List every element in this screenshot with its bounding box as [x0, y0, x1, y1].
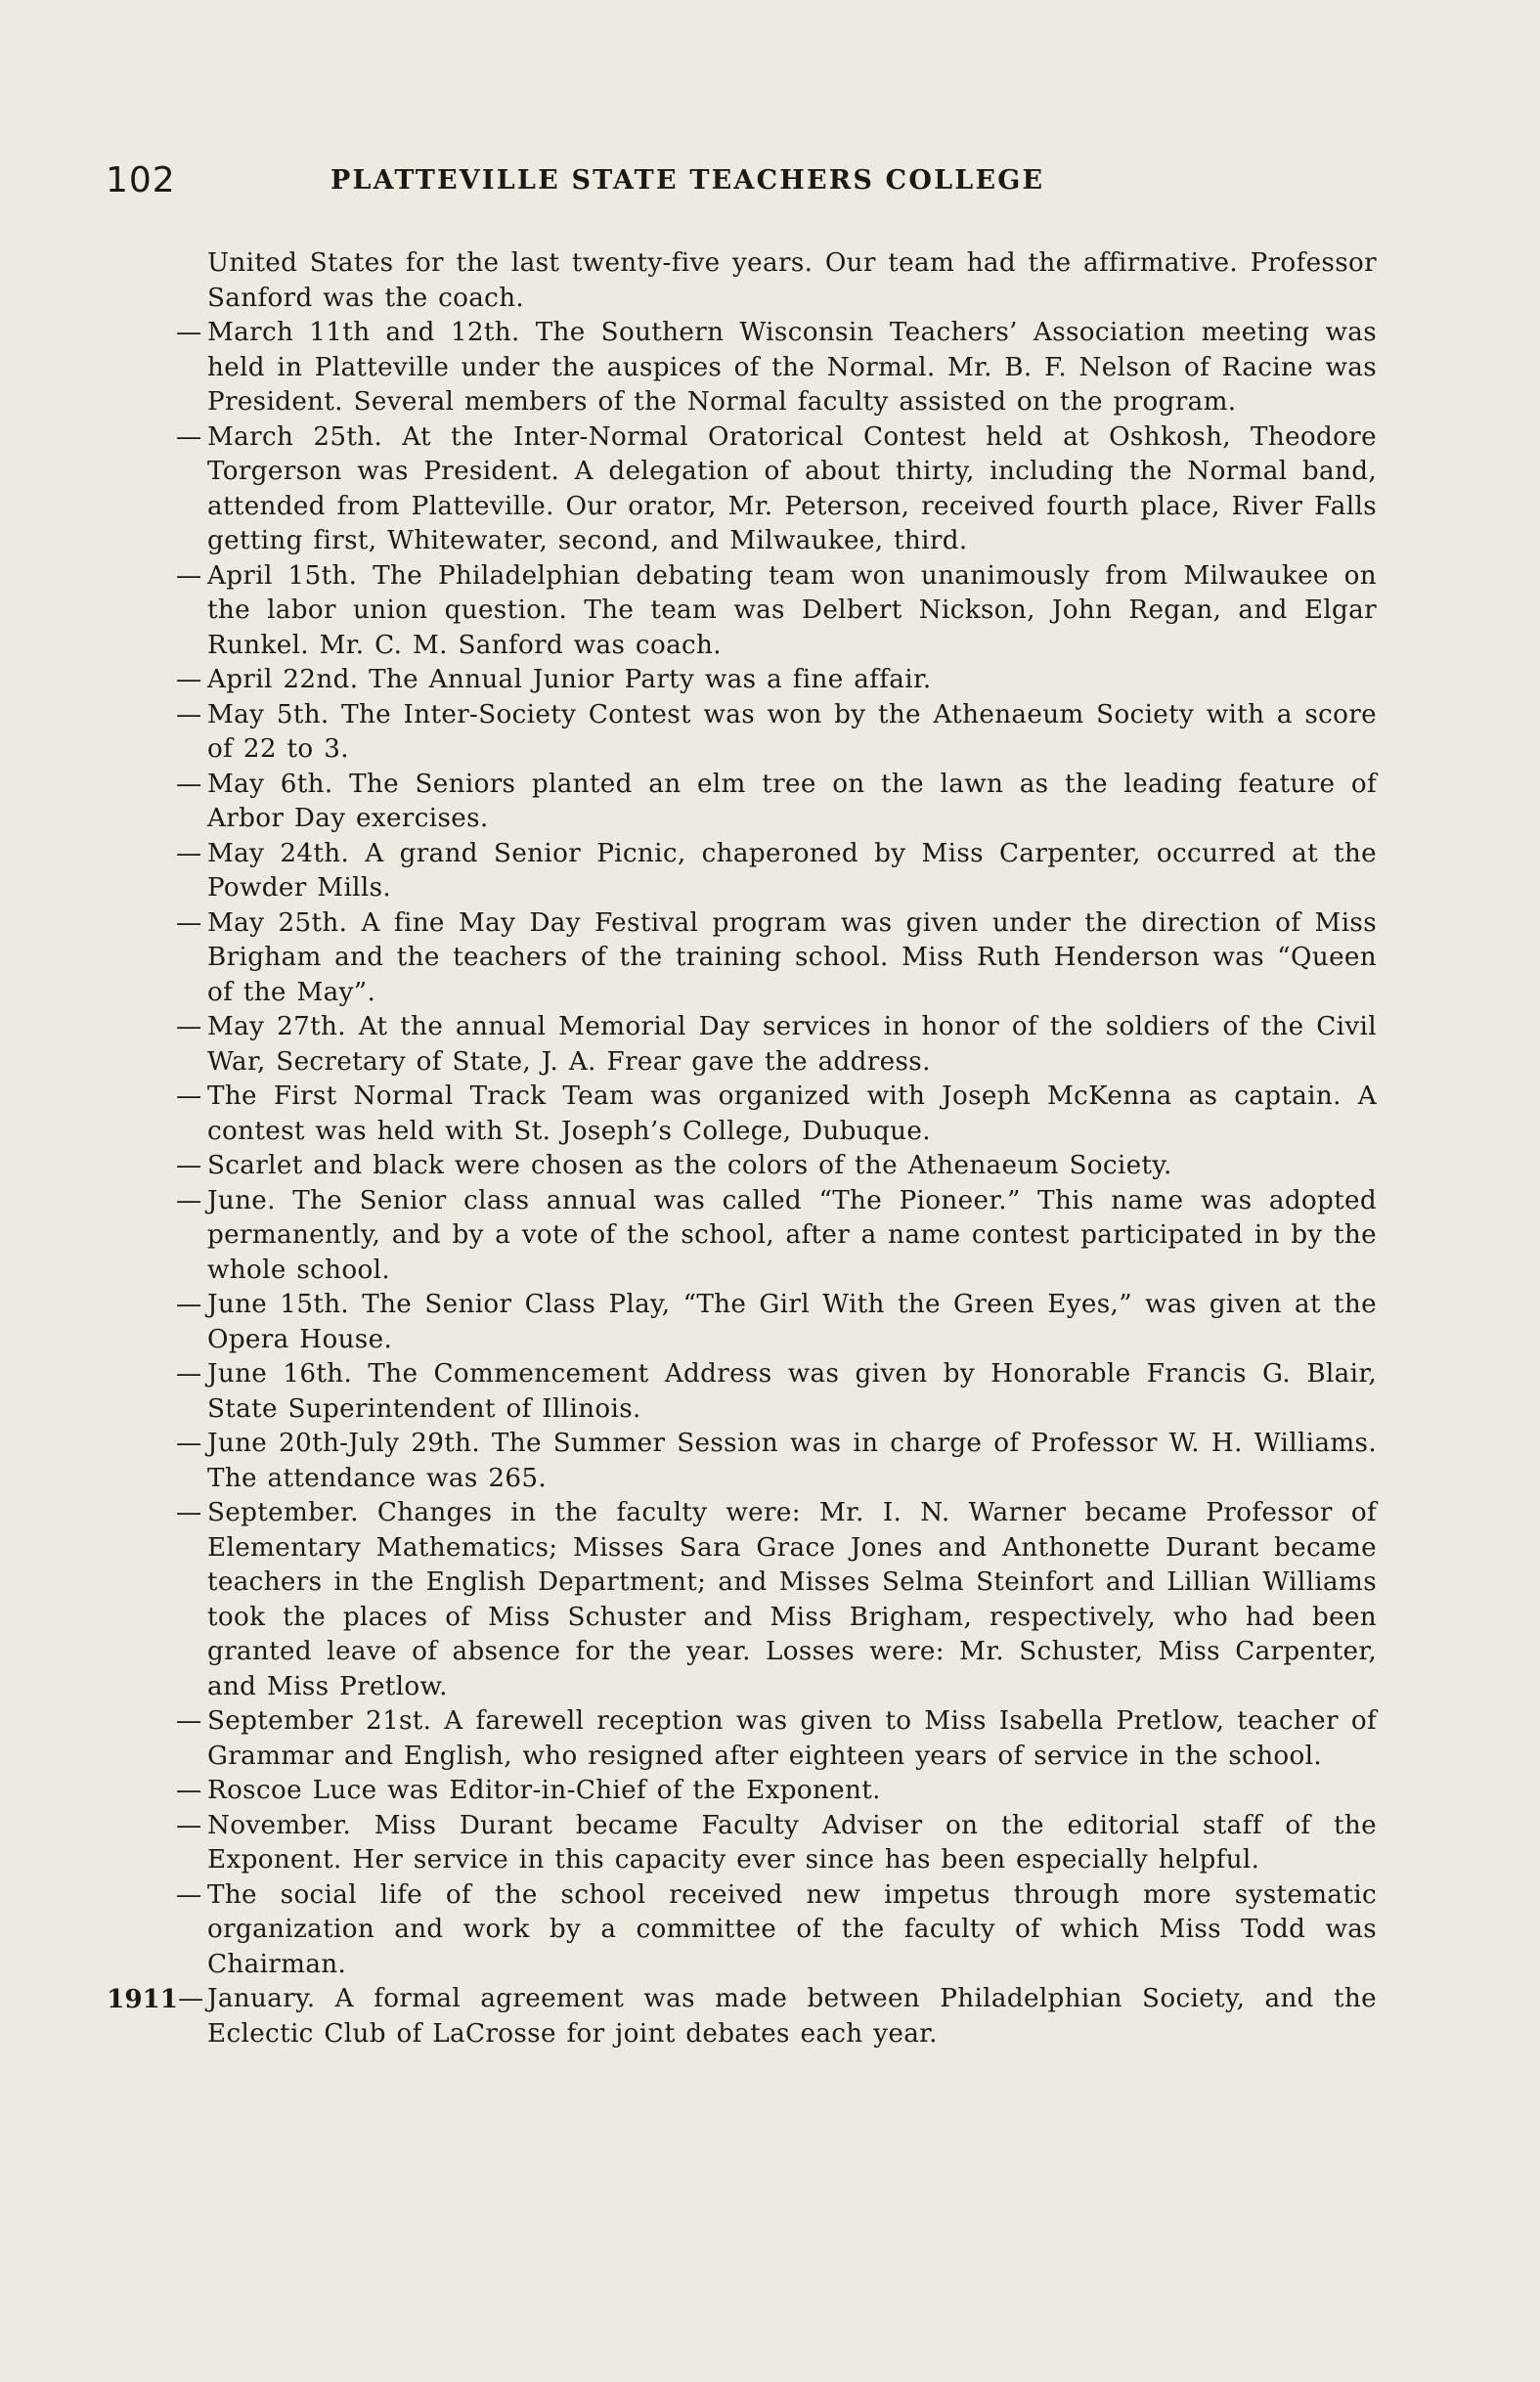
entry-text: November. Miss Durant became Faculty Adviser on the editorial staff of the Exponent. Her service in this capacity ever since has been especially helpful.	[207, 1810, 1377, 1875]
entry-text: June. The Senior class annual was called “The Pioneer.” This name was adopted permanently, and by a vote of the school, after a name contest participated in by the whole school.	[207, 1185, 1377, 1285]
running-head: PLATTEVILLE STATE TEACHERS COLLEGE	[330, 165, 1045, 196]
chronology-entry	[106, 837, 1377, 906]
entry-text: March 11th and 12th. The Southern Wisconsin Teachers’ Association meeting was held in Platteville under the auspices of the Normal. Mr. B. F. Nelson of Racine was President. Several members of the Normal faculty assisted on the program.	[207, 318, 1377, 417]
year-label: 1911	[107, 1984, 178, 2014]
chronology-entry	[106, 1809, 1377, 1878]
entry-text: March 25th. At the Inter-Normal Oratorical Contest held at Oshkosh, Theodore Torgerson was President. A delegation of about thirty, including the Normal band, attended from Platteville. Our orator, Mr. Peterson, received fourth place, River Falls getting first, Whitewater, second, and Milwaukee, third.	[207, 421, 1377, 555]
chronology-text	[106, 246, 1377, 2051]
entry-text: June 16th. The Commencement Address was given by Honorable Francis G. Blair, State Superintendent of Illinois.	[207, 1359, 1377, 1424]
entry-text: Roscoe Luce was Editor-in-Chief of the Exponent.	[207, 1776, 881, 1805]
entry-dash: —	[176, 1359, 202, 1389]
chronology-entry	[106, 1496, 1377, 1704]
entry-text: May 24th. A grand Senior Picnic, chaperoned by Miss Carpenter, occurred at the Powder Mills.	[207, 838, 1377, 903]
chronology-entry	[106, 663, 1377, 698]
entry-dash: —	[176, 1706, 202, 1736]
chronology-entry	[106, 1184, 1377, 1289]
entry-text: June 15th. The Senior Class Play, “The Girl With the Green Eyes,” was given at the Opera House.	[207, 1290, 1377, 1354]
chronology-entry	[106, 1427, 1377, 1496]
entry-text: June 20th-July 29th. The Summer Session was in charge of Professor W. H. Williams. The attendance was 265.	[207, 1429, 1377, 1493]
entry-text: September. Changes in the faculty were: Mr. I. N. Warner became Professor of Elementary Mathematics; Misses Sara Grace Jones and Anthonette Durant became teachers in the English Department; and Misses Selma Steinfort and Lillian Williams took the places of Miss Schuster and Miss Brigham, respectively, who had been granted leave of absence for the year. Losses were: Mr. Schuster, Miss Carpenter, and Miss Pretlow.	[207, 1498, 1377, 1701]
chronology-entry	[106, 906, 1377, 1011]
chronology-entry	[106, 1010, 1377, 1080]
entry-dash: —	[176, 560, 202, 591]
chronology-entry	[106, 1149, 1377, 1184]
entry-text: May 27th. At the annual Memorial Day services in honor of the soldiers of the Civil War, Secretary of State, J. A. Frear gave the address.	[207, 1012, 1377, 1077]
chronology-entry	[106, 420, 1377, 559]
entry-dash: —	[176, 1498, 202, 1527]
entry-dash: —	[176, 1290, 202, 1319]
entry-dash: —	[176, 699, 202, 729]
chronology-entry	[106, 768, 1377, 837]
entry-dash: —	[176, 838, 202, 868]
entry-text: May 25th. A fine May Day Festival program was given under the direction of Miss Brigham and the teachers of the training school. Miss Ruth Henderson was “Queen of the May”.	[207, 907, 1377, 1007]
page-header	[106, 156, 1377, 205]
entry-dash: —	[176, 1776, 202, 1805]
entry-dash: —	[176, 1879, 202, 1910]
chronology-entry	[106, 316, 1377, 420]
entry-text: September 21st. A farewell reception was given to Miss Isabella Pretlow, teacher of Grammar and English, who resigned after eighteen years of service in the school.	[207, 1706, 1377, 1771]
entry-dash: —	[176, 1151, 202, 1180]
entry-dash: —	[178, 1984, 204, 2013]
entry-dash: —	[176, 318, 202, 347]
entry-dash: —	[176, 1429, 202, 1458]
entry-dash: —	[176, 1081, 202, 1111]
entry-text: May 6th. The Seniors planted an elm tree on the lawn as the leading feature of Arbor Day exercises.	[207, 769, 1377, 833]
entry-text: January. A formal agreement was made between Philadelphian Society, and the Eclectic Club of LaCrosse for joint debates each year.	[207, 1984, 1377, 2049]
entry-text: May 5th. The Inter-Society Contest was won by the Athenaeum Society with a score of 22 to 3.	[207, 699, 1377, 764]
chronology-entry	[106, 1774, 1377, 1809]
chronology-entry	[106, 1704, 1377, 1774]
entry-dash: —	[176, 665, 202, 694]
chronology-entry	[106, 1878, 1377, 1983]
entry-text: April 22nd. The Annual Junior Party was a fine affair.	[207, 665, 932, 694]
entry-text: The First Normal Track Team was organized with Joseph McKenna as captain. A contest was held with St. Joseph’s College, Dubuque.	[207, 1081, 1377, 1146]
chronology-entry-1911	[106, 1982, 1377, 2051]
chronology-entry	[106, 559, 1377, 664]
chronology-entry	[106, 1080, 1377, 1149]
entry-dash: —	[176, 769, 202, 799]
entry-text: United States for the last twenty-five years. Our team had the affirmative. Professor Sanford was the coach.	[207, 248, 1377, 313]
chronology-entry	[106, 1288, 1377, 1357]
chronology-entry	[106, 698, 1377, 768]
page-number: 102	[106, 160, 176, 200]
entry-dash: —	[176, 421, 202, 452]
entry-text: April 15th. The Philadelphian debating team won unanimously from Milwaukee on the labor union question. The team was Delbert Nickson, John Regan, and Elgar Runkel. Mr. C. M. Sanford was coach.	[207, 560, 1377, 660]
entry-dash: —	[176, 907, 202, 938]
entry-dash: —	[176, 1185, 202, 1215]
entry-dash: —	[176, 1810, 202, 1840]
entry-text: The social life of the school received new impetus through more systematic organization and work by a committee of the faculty of which Miss Todd was Chairman.	[207, 1879, 1377, 1979]
entry-text: Scarlet and black were chosen as the colors of the Athenaeum Society.	[207, 1151, 1172, 1180]
chronology-entry	[106, 246, 1377, 316]
chronology-entry	[106, 1357, 1377, 1427]
entry-dash: —	[176, 1012, 202, 1041]
